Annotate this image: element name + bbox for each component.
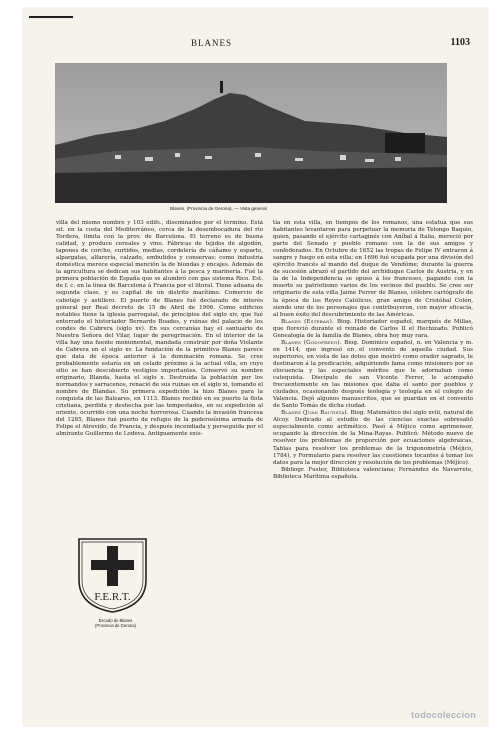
left-column [56,220,263,542]
top-rule [29,16,73,18]
left-column-text: villa del mismo nombre y 103 edifs., diseminados por el término. Está sit. en la costa del Mediterráneo, cerca de la desembocadura del río Tordera, limita con la prov. de Barcelona. El terreno es de buena calidad, y produce cereales y vino. Fábricas de tejidos de algodón, tapones de corcho, curtidos, medias, cordelería de cáñamo y esparto, alpargatas, alfarería, calzado, embutidos y conservas; como industria doméstica merece especial mención la de blondas y encajes. Además de la agricultura se dedican sus habitantes á la pesca y marinería. Fué la primera población de España que se alumbró con gas sistema Rico. Est. de f. c. en la línea de Barcelona á Francia por el litoral. Tiene aduana de segunda clase, y es capital de un distrito marítimo. Comercio de cabotaje y astillero. El puerto de Blanes fué declarado de interés general por Real decreto de 15 de Abril de 1906. Como edificios notables tiene la iglesia parroquial, de principios del siglo xiv, que fué enterrado el historiador Bernardo Boades, y ruinas del palacio de los condes de Cabrera (siglo xv). En sus cercanías hay el santuario de Nuestra Señora del Vilar, lugar de peregrinación. En el interior de la villa hay una fuente monumental, mandada construir por doña Violante de Cabrera en el siglo xv. La fundación de la primitiva Blanes parece que data de época anterior á la dominación romana. Se cree probablemente estaría en un celado próximo á la actual villa, en cuyo sitio se han descubierto vestigios importantes. Conservó su nombre originario, Blanda, hasta el siglo x. Destruída la población por los normandos y sarracenos, renació de sus ruinas en el siglo xi, tomando el nombre de Blandas. Su primera expedición la hizo Blanes para la conquista de las Baleares, en 1113. Blanes recibió en su puerto la flota cristiana, perdida y deshecha por las tempestades, en su expedición al oriente, ocurrido con una noche horrorosa. Cuando la invasión francesa del 1285, Blanes fué puerto de refugio de la poderosísima armada de Felipe el Atrevido, de Francia, y después incendiada y perseguida por el almirante Guillermo de Lodeva. Antiguamente exis- [56,220,263,438]
coat-of-arms [75,536,150,614]
entry-text-godofredo: Biog. Dominico español, n. en Valencia y m. en 1414, que ingresó en el convento de aquella ciudad. Sus superiores, en vista de las dotes que mostró como orador sagrado, le destinaron á la predicación, adquiriendo fama como misionero por su elocuencia y las especiales méritos que le adornaban como catequista. Discípulo de san Vicente Ferrer, le acompañó frecuentemente en las misiones que daba el santo por pueblos y ciudades, ocasionando después teología y teología en el colegio de Valencia. Dejó algunos manuscritos, que se guardan en el convento de Santo Tomás de dicha ciudad. [273,339,473,410]
shield-caption [83,618,148,628]
bibliography: Bibliogr. Fuster, Biblioteca valenciana; Fernández de Navarrete, Biblioteca Marítima española. [273,466,473,480]
watermark-logo: todocoleccion [411,710,476,720]
document-page [23,8,488,726]
entry-text-juan-bautista: Biog. Matemático del siglo xviii, natural de Alcoy. Dedicado al estudio de las ciencias exactas sobresalió especialmente como aritmético. Pasó á Méjico como agrimensor, ocupando la dirección de la Mina-Rayas. Publicó: Método nuevo de resolver los problemas de proporción por ecuaciones algebraicas, Tablas para resolver los problemas de la trigonometría (Méjico, 1784), y Formulario para resolver las cuestiones tocantes á tomar los datos para la mejor dirección y resolución de los problemas (Méjico). [273,410,473,466]
entry-text-esteban: Biog. Historiador español, marqués de Millas, que floreció durante el reinado de Carlos II el Hechizado. Publicó Genealogía de la familia de Blanes, obra hoy muy rara. [273,318,473,339]
town-photograph [55,63,447,203]
town-photo-image [55,63,447,203]
photo-caption: Blanes. (Provincia de Gerona). — Vista general [170,206,267,211]
page-number: 1103 [450,37,470,48]
cross-horizontal-bar [91,560,134,570]
entry-term-esteban: Blanes (Esteban). [281,318,335,325]
running-title: BLANES [191,38,233,48]
shield-caption-line2: (Provincia de Gerona) [95,623,136,628]
entry-blanes-juan-bautista [273,410,473,466]
right-column-intro: tía en esta villa, en tiempos de los romanos, una estatua que sus habitantes levantaron para perpetuar la memoria de Telongo Baquio, quien, pasando el ejército cartaginés con Aníbal á Italia, mereció por parte del Senado y pueblo romano con la de sus amigos y confederados. En Octubre de 1652 las tropas de Felipe IV entraron á sangre y fuego en esta villa; en 1696 fué ocupada por una división del ejército francés al mando del duque de Vendôme; durante la guerra de sucesión abrazó el partido del archiduque Carlos de Austria, y en la de la Independencia se opuso á los franceses, pagando con la muerte su patriotismo varios de los vecinos del pueblo. Se cree ser originario de esta villa Jaime Ferrer de Blanes, célebre cartógrafo de la época de los Reyes Católicos, gran amigo de Cristóbal Colón, siendo uno de los personajes que contribuyeron, con mayor eficacia, al buen éxito del descubrimiento de las Américas. [273,220,473,318]
entry-term-juan-bautista: Blanes (Juan Bautista). [281,410,349,417]
entry-term-godofredo: Blanes (Godofredo). [281,339,342,346]
shield-motto: F.E.R.T. [94,591,131,603]
entry-blanes-esteban [273,319,473,340]
right-column [273,220,473,481]
shield-caption-line1: Escudo de Blanes [98,618,133,623]
entry-blanes-godofredo [273,340,473,410]
running-header [23,38,488,50]
